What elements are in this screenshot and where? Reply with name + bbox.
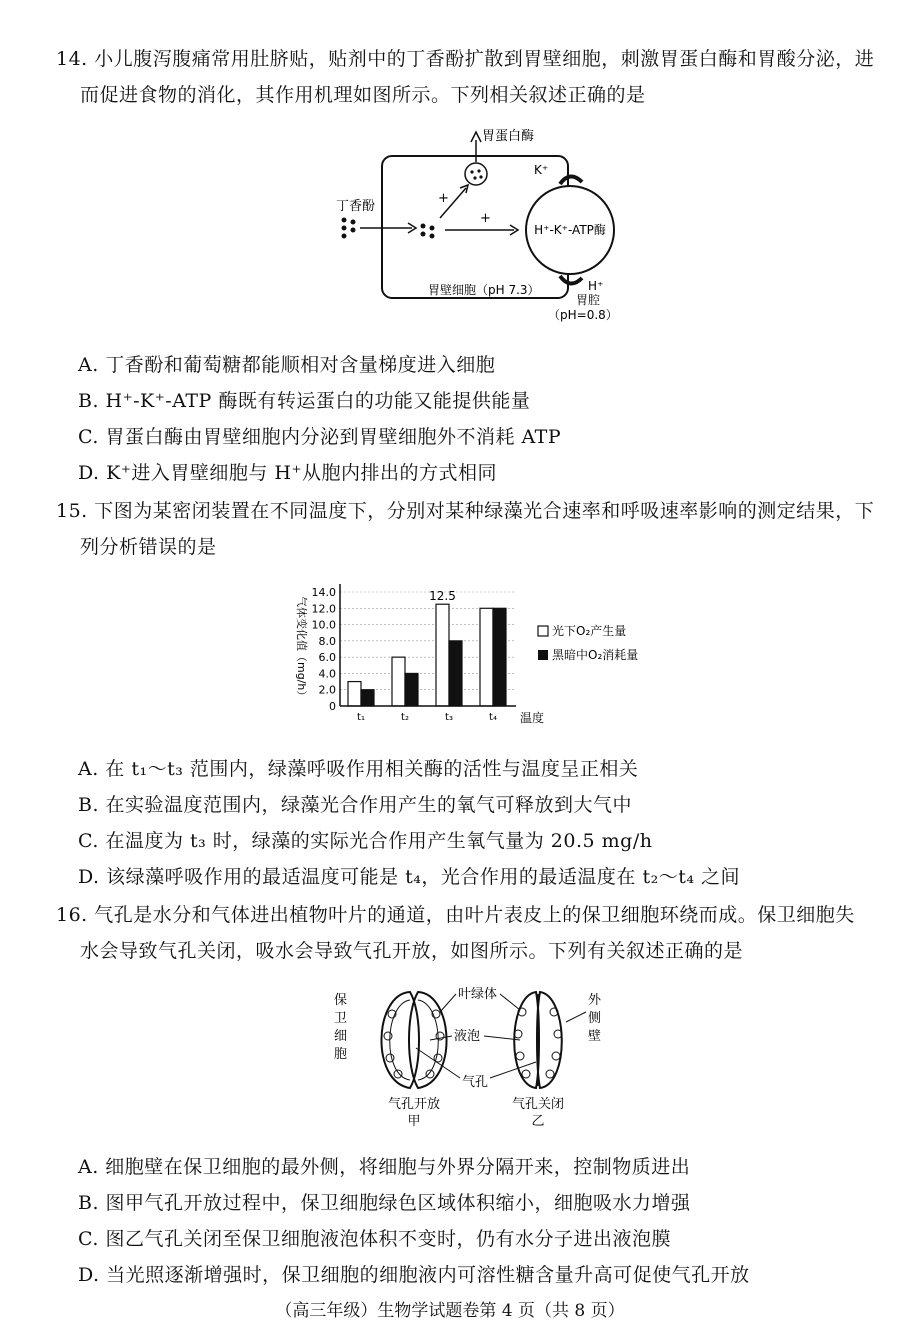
- y-tick-label: 10.0: [311, 618, 336, 632]
- q14-option-d: D. K⁺进入胃壁细胞与 H⁺从胞内排出的方式相同: [78, 462, 497, 484]
- y-tick-label: 8.0: [318, 634, 336, 648]
- bar-dark-4: [493, 608, 506, 706]
- x-tick-label: t₁: [357, 712, 365, 723]
- closed-caption: 气孔关闭: [511, 1097, 565, 1112]
- pepsin-label: 胃蛋白酶: [482, 129, 535, 144]
- chloroplast-label: 叶绿体: [458, 987, 498, 1002]
- q16-option-a: A. 细胞壁在保卫细胞的最外侧，将细胞与外界分隔开来，控制物质进出: [78, 1156, 691, 1178]
- eugenol-molecules: [342, 218, 356, 239]
- legend-dark: 黑暗中O₂消耗量: [552, 648, 639, 662]
- lumen-ph-label: （pH=0.8）: [548, 308, 618, 322]
- closed-tag: 乙: [531, 1114, 545, 1128]
- q15-option-a: A. 在 t₁～t₃ 范围内，绿藻呼吸作用相关酶的活性与温度呈正相关: [78, 758, 639, 780]
- q14-mechanism-diagram: [320, 122, 640, 327]
- lumen-label: 胃腔: [576, 293, 601, 307]
- y-tick-label: 2.0: [318, 683, 336, 697]
- guard-cell-label: [334, 993, 347, 1062]
- svg-text:壁: 壁: [588, 1029, 602, 1044]
- q14-option-c: C. 胃蛋白酶由胃壁细胞内分泌到胃壁细胞外不消耗 ATP: [78, 426, 562, 448]
- open-caption: 气孔开放: [387, 1097, 441, 1112]
- h-ion-label: H⁺: [588, 279, 604, 293]
- bar-light-2: [392, 657, 405, 706]
- svg-text:卫: 卫: [334, 1011, 348, 1026]
- q16-stomata-diagram: [330, 978, 620, 1128]
- q15-option-c: C. 在温度为 t₃ 时，绿藻的实际光合作用产生氧气量为 20.5 mg/h: [78, 830, 653, 852]
- y-tick-label: 6.0: [318, 651, 336, 665]
- svg-text:胞: 胞: [334, 1047, 348, 1062]
- q15-option-b: B. 在实验温度范围内，绿藻光合作用产生的氧气可释放到大气中: [78, 794, 633, 816]
- outer-wall-label: [588, 993, 602, 1044]
- bar-light-3: [436, 604, 449, 706]
- bar-dark-2: [405, 673, 418, 706]
- q16-stem-line2: 水会导致气孔关闭，吸水会导致气孔开放，如图所示。下列有关叙述正确的是: [80, 940, 744, 962]
- plus-sign-1: +: [438, 191, 449, 206]
- q15-bar-chart: [288, 578, 668, 730]
- q14-option-b: B. H⁺-K⁺-ATP 酶既有转运蛋白的功能又能提供能量: [78, 390, 531, 412]
- q16-option-b: B. 图甲气孔开放过程中，保卫细胞绿色区域体积缩小，细胞吸水力增强: [78, 1192, 691, 1214]
- bar-light-1: [348, 682, 361, 706]
- eugenol-inside: [421, 224, 435, 239]
- y-tick-label: 0: [329, 700, 336, 713]
- plus-sign-2: +: [480, 211, 491, 226]
- cell-label: 胃壁细胞（pH 7.3）: [428, 283, 540, 297]
- bar-annotation: 12.5: [429, 589, 456, 604]
- svg-text:细: 细: [334, 1029, 348, 1044]
- legend-swatch-light: [538, 626, 548, 636]
- q14-stem-line1: 14. 小儿腹泻腹痛常用肚脐贴，贴剂中的丁香酚扩散到胃壁细胞，刺激胃蛋白酶和胃酸分泌，进: [56, 48, 875, 70]
- k-ion-label: K⁺: [534, 163, 549, 177]
- bar-dark-3: [449, 641, 462, 706]
- pump-label: H⁺-K⁺-ATP酶: [534, 223, 606, 237]
- bar-light-4: [480, 608, 493, 706]
- svg-text:外: 外: [588, 993, 602, 1008]
- bar-dark-1: [361, 690, 374, 706]
- q15-stem-line2: 列分析错误的是: [80, 536, 217, 558]
- y-tick-label: 12.0: [311, 602, 336, 616]
- closed-stoma: [514, 992, 562, 1088]
- open-tag: 甲: [407, 1114, 421, 1128]
- q16-option-d: D. 当光照逐渐增强时，保卫细胞的细胞液内可溶性糖含量升高可促使气孔开放: [78, 1264, 750, 1286]
- stoma-label: 气孔: [462, 1075, 489, 1090]
- vacuole-label: 液泡: [454, 1029, 481, 1044]
- svg-text:侧: 侧: [588, 1011, 602, 1026]
- legend-light: 光下O₂产生量: [552, 624, 627, 638]
- q15-option-d: D. 该绿藻呼吸作用的最适温度可能是 t₄，光合作用的最适温度在 t₂～t₄ 之间: [78, 866, 741, 888]
- q15-stem-line1: 15. 下图为某密闭装置在不同温度下，分别对某种绿藻光合速率和呼吸速率影响的测定结果，下: [56, 500, 875, 522]
- open-stoma: [381, 992, 446, 1088]
- page-footer: （高三年级）生物学试题卷第 4 页（共 8 页）: [275, 1301, 625, 1321]
- q16-option-c: C. 图乙气孔关闭至保卫细胞液泡体积不变时，仍有水分子进出液泡膜: [78, 1228, 671, 1250]
- eugenol-label: 丁香酚: [336, 199, 376, 214]
- x-tick-label: t₂: [401, 712, 409, 723]
- x-tick-label: t₃: [445, 712, 453, 723]
- chart-xlabel: 温度: [520, 711, 545, 725]
- vesicle: [465, 163, 487, 185]
- y-tick-label: 14.0: [311, 586, 336, 599]
- chart-legend: [538, 623, 638, 662]
- q14-option-a: A. 丁香酚和葡萄糖都能顺相对含量梯度进入细胞: [78, 354, 496, 376]
- x-tick-label: t₄: [489, 712, 497, 723]
- svg-text:保: 保: [334, 993, 348, 1008]
- chart-ylabel: 气体变化值（mg/h）: [295, 596, 308, 702]
- q16-stem-line1: 16. 气孔是水分和气体进出植物叶片的通道，由叶片表皮上的保卫细胞环绕而成。保卫细胞失: [56, 904, 855, 926]
- legend-swatch-dark: [538, 650, 548, 660]
- y-tick-label: 4.0: [318, 667, 336, 681]
- q14-stem-line2: 而促进食物的消化，其作用机理如图所示。下列相关叙述正确的是: [80, 84, 646, 106]
